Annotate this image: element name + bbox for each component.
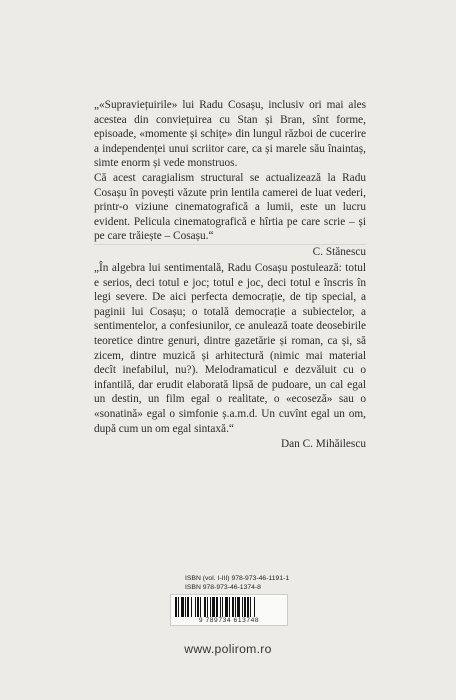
barcode-bar	[225, 597, 228, 617]
isbn-volume: ISBN 978-973-46-1374-8	[185, 583, 261, 591]
barcode-bar	[187, 597, 189, 617]
barcode-bar	[185, 597, 186, 617]
barcode-bar	[197, 597, 199, 617]
barcode-bar	[254, 597, 255, 617]
barcode-bar	[200, 597, 201, 617]
barcode-bar	[181, 597, 184, 617]
barcode-bar	[220, 597, 221, 617]
barcode-bar	[178, 597, 179, 617]
isbn-block	[170, 575, 288, 626]
barcode-bar	[235, 597, 236, 617]
barcode-bar	[242, 597, 243, 617]
barcode-bar	[250, 597, 251, 617]
barcode-bar	[210, 597, 211, 617]
barcode-bar	[207, 597, 208, 617]
barcode-bar	[229, 597, 230, 617]
barcode-bar	[237, 597, 240, 617]
quote-stanescu	[94, 98, 366, 260]
isbn-series: ISBN (vol. I-III) 978-973-46-1191-1	[185, 575, 290, 582]
barcode-bar	[191, 597, 192, 617]
barcode-digits: 9 789734 613748	[198, 617, 260, 625]
barcode-bar	[175, 597, 177, 617]
barcode-bar	[204, 597, 206, 617]
barcode-bar	[195, 597, 196, 617]
barcode-bar	[232, 597, 234, 617]
section-divider	[94, 244, 366, 245]
quote-stanescu-paragraph-2: Că acest caragialism structural se actualizează la Radu Cosașu în povești văzute prin lentila camerei de luat vederi, printr-o viziune cinematografică a lumii, este un lucru evident. Pelicula cinematografică e hîrtia pe care scrie – și pe care trăiește – Cosașu.“	[94, 171, 366, 243]
barcode-bar	[222, 597, 223, 617]
quote-stanescu-author: C. Stănescu	[312, 245, 366, 258]
quote-mihailescu-author: Dan C. Mihăilescu	[280, 438, 366, 451]
barcode-bar	[247, 597, 249, 617]
quote-stanescu-paragraph-1: „«Supraviețuirile» lui Radu Cosașu, inclusiv ori mai ales acestea din conviețuirea cu Stan și Bran, sînt forme, episoade, «momente și schițe» din lungul război de cucerire a independenței unui scriitor care, ca și marele său înaintaș, simte enorm și vede monstruos.	[94, 99, 366, 170]
barcode-bar	[244, 597, 246, 617]
barcode-bar	[216, 597, 218, 617]
publisher-website[interactable]: www.polirom.ro	[184, 642, 272, 656]
barcode-bar	[212, 597, 215, 617]
barcode-bars	[174, 597, 284, 617]
quote-mihailescu-paragraph: „În algebra lui sentimentală, Radu Cosașu postulează: totul e serios, deci totul e joc; totul e joc, deci totul e înscris în legi severe. De aici perfecta democrație, de tip special, a paginii lui Cosașu; o totală democrație a subiectelor, a sentimentelor, a confesiunilor, ce anulează toate deosebirile teoretice dintre genuri, dintre gazetărie și roman, ca și, să zicem, dintre muzică și arhitectură (nimic mai material decît inefabilul, nu?). Melodramaticul e dezvăluit cu o infantilă, dar erudit elaborată lipsă de pudoare, un cal egal un destin, un film egal o realitate, o «ecoseză» sau o «sonatină» egal o simfonie ș.a.m.d. Un cuvînt egal un om, după cum un om egal sintaxă.“	[94, 262, 366, 435]
quote-mihailescu	[94, 261, 366, 452]
barcode	[170, 594, 288, 626]
